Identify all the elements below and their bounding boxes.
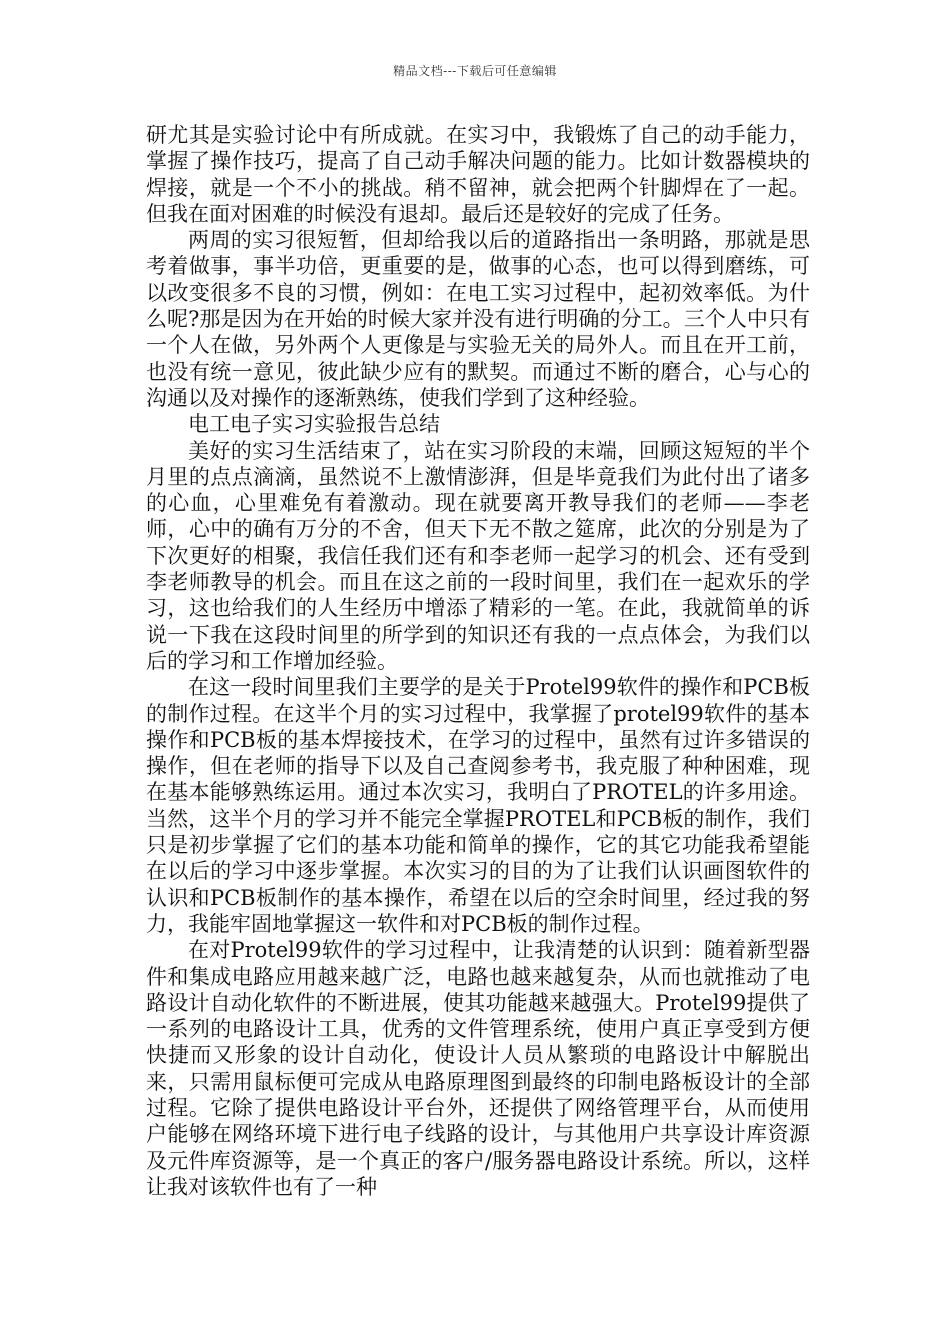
paragraph: 研尤其是实验讨论中有所成就。在实习中，我锻炼了自己的动手能力，掌握了操作技巧，提高了自己动手解决问题的能力。比如计数器模块的焊接，就是一个不小的挑战。稍不留神，就会把两个针脚焊在了一起。但我在面对困难的时候没有退却。最后还是较好的完成了任务。 bbox=[146, 123, 810, 226]
page-header: 精品文档---下载后可任意编辑 bbox=[393, 64, 557, 78]
paragraph: 美好的实习生活结束了，站在实习阶段的末端，回顾这短短的半个月里的点点滴滴，虽然说不上激情澎湃，但是毕竟我们为此付出了诸多的心血，心里难免有着激动。现在就要离开教导我们的老师——李老师，心中的确有万分的不舍，但天下无不散之筵席，此次的分别是为了下次更好的相聚，我信任我们还有和李老师一起学习的机会、还有受到李老师教导的机会。而且在这之前的一段时间里，我们在一起欢乐的学习，这也给我们的人生经历中增添了精彩的一笔。在此，我就简单的诉说一下我在这段时间里的所学到的知识还有我的一点点体会，为我们以后的学习和工作增加经验。 bbox=[146, 438, 810, 673]
paragraph: 两周的实习很短暂，但却给我以后的道路指出一条明路，那就是思考着做事，事半功倍，更重要的是，做事的心态，也可以得到磨练，可以改变很多不良的习惯，例如：在电工实习过程中，起初效率低。为什么呢?那是因为在开始的时候大家并没有进行明确的分工。三个人中只有一个人在做，另外两个人更像是与实验无关的局外人。而且在开工前，也没有统一意见，彼此缺少应有的默契。而通过不断的磨合，心与心的沟通以及对操作的逐渐熟练，使我们学到了这种经验。 bbox=[146, 228, 810, 410]
document-body bbox=[146, 122, 810, 1200]
paragraph: 在这一段时间里我们主要学的是关于Protel99软件的操作和PCB板的制作过程。在这半个月的实习过程中，我掌握了protel99软件的基本操作和PCB板的基本焊接技术，在学习的过程中，虽然有过许多错误的操作，但在老师的指导下以及自己查阅参考书，我克服了种种困难，现在基本能够熟练运用。通过本次实习，我明白了PROTEL的许多用途。当然，这半个月的学习并不能完全掌握PROTEL和PCB板的制作，我们只是初步掌握了它们的基本功能和简单的操作，它的其它功能我希望能在以后的学习中逐步掌握。本次实习的目的为了让我们认识画图软件的认识和PCB板制作的基本操作，希望在以后的空余时间里，经过我的努力，我能牢固地掌握这一软件和对PCB板的制作过程。 bbox=[146, 675, 810, 936]
section-heading: 电工电子实习实验报告总结 bbox=[188, 412, 440, 437]
paragraph: 在对Protel99软件的学习过程中，让我清楚的认识到：随着新型器件和集成电路应用越来越广泛，电路也越来越复杂，从而也就推动了电路设计自动化软件的不断进展，使其功能越来越强大。Protel99提供了一系列的电路设计工具，优秀的文件管理系统，使用户真正享受到方便快捷而又形象的设计自动化，使设计人员从繁琐的电路设计中解脱出来，只需用鼠标便可完成从电路原理图到最终的印制电路板设计的全部过程。它除了提供电路设计平台外，还提供了网络管理平台，从而使用户能够在网络环境下进行电子线路的设计，与其他用户共享设计库资源及元件库资源等，是一个真正的客户/服务器电路设计系统。所以，这样让我对该软件也有了一种 bbox=[146, 938, 810, 1199]
